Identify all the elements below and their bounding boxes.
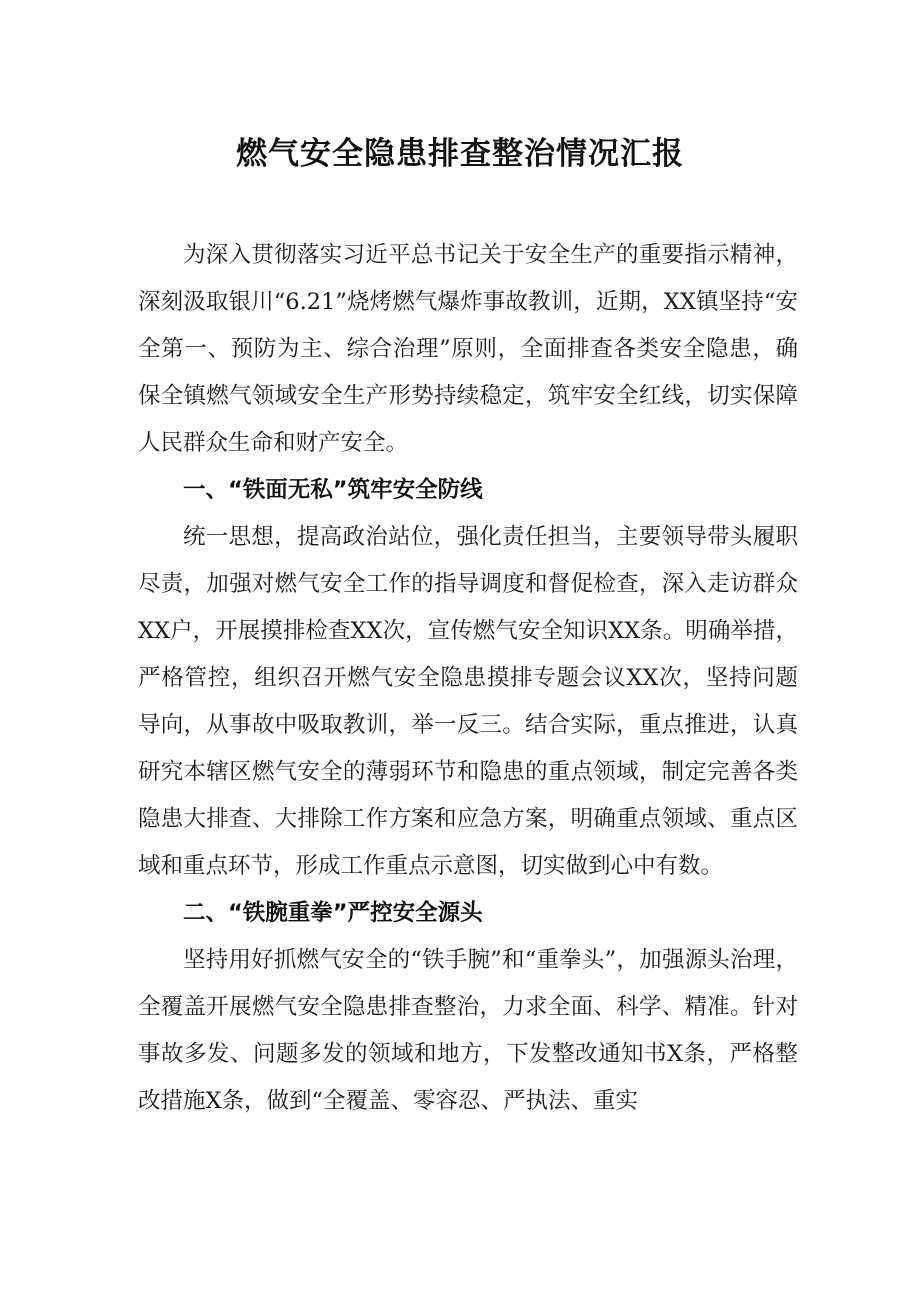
intro-paragraph: 为深入贯彻落实习近平总书记关于安全生产的重要指示精神，深刻汲取银川“6.21”烧烤燃气爆炸事故教训，近期，XX镇坚持“安全第一、预防为主、综合治理”原则，全面排查各类安全隐患，确保全镇燃气领域安全生产形势持续稳定，筑牢安全红线，切实保障人民群众生命和财产安全。 [138,242,798,456]
section-body-2: 坚持用好抓燃气安全的“铁手腕”和“重拳头”，加强源头治理，全覆盖开展燃气安全隐患排查整治，力求全面、科学、精准。针对事故多发、问题多发的领域和地方，下发整改通知书X条，严格整改措施X条，做到“全覆盖、零容忍、严执法、重实 [138,947,798,1114]
section-heading-1: 一、“铁面无私”筑牢安全防线 [183,477,483,503]
document-title: 燃气安全隐患排查整治情况汇报 [236,136,684,172]
section-body-1: 统一思想，提高政治站位，强化责任担当，主要领导带头履职尽责，加强对燃气安全工作的指导调度和督促检查，深入走访群众XX户，开展摸排检查XX次，宣传燃气安全知识XX条。明确举措，严格管控，组织召开燃气安全隐患摸排专题会议XX次，坚持问题导向，从事故中吸取教训，举一反三。结合实际，重点推进，认真研究本辖区燃气安全的薄弱环节和隐患的重点领域，制定完善各类隐患大排查、大排除工作方案和应急方案，明确重点领域、重点区域和重点环节，形成工作重点示意图，切实做到心中有数。 [138,524,798,879]
document-body [138,232,798,1125]
section-heading-2: 二、“铁腕重拳”严控安全源头 [183,900,483,926]
